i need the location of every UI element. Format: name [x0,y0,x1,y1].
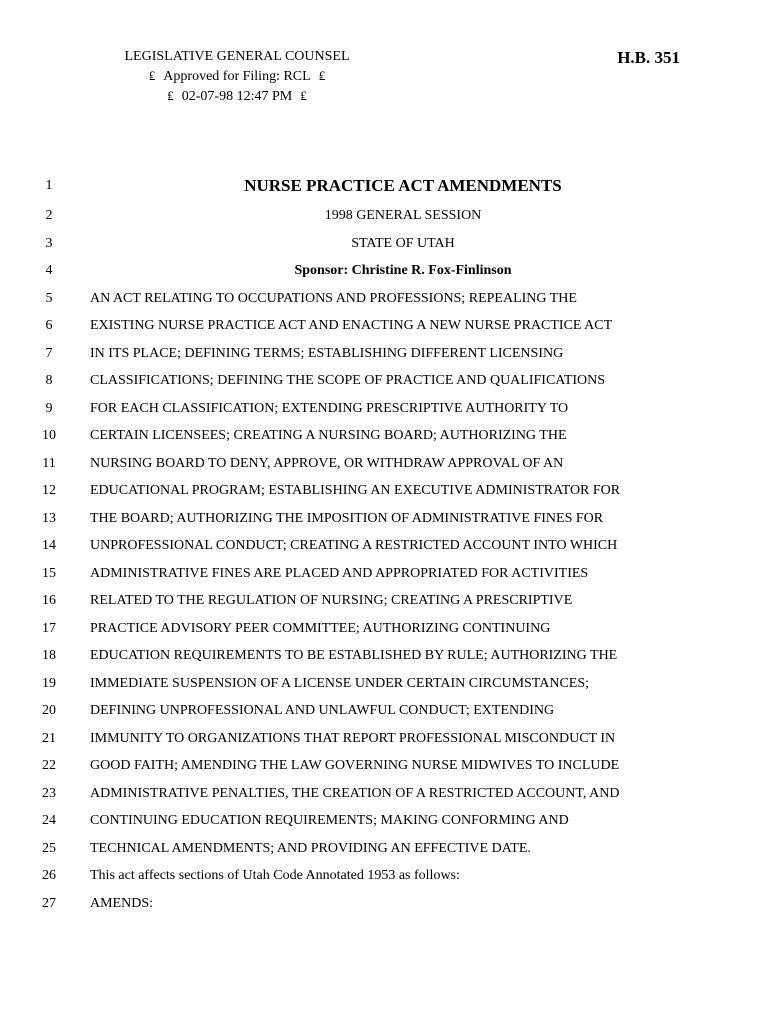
line-text: IMMEDIATE SUSPENSION OF A LICENSE UNDER CERTAIN CIRCUMSTANCES; [90,676,590,691]
document-line [0,809,770,833]
document-line [0,782,770,806]
document-line [0,534,770,558]
document-line [0,727,770,751]
line-number: 7 [45,346,53,361]
header-block [92,47,382,107]
line-number: 10 [42,428,56,443]
line-text: UNPROFESSIONAL CONDUCT; CREATING A RESTRICTED ACCOUNT INTO WHICH [90,538,618,553]
pound-symbol-icon: ₤ [300,89,307,104]
line-number: 1 [45,178,53,193]
line-number: 22 [42,758,56,773]
pound-symbol-icon: ₤ [318,69,326,84]
document-line [0,232,770,256]
line-number: 15 [42,566,56,581]
approval-text: Approved for Filing: RCL [163,69,311,84]
office-name: LEGISLATIVE GENERAL COUNSEL [124,49,350,64]
document-line [0,562,770,586]
line-text: FOR EACH CLASSIFICATION; EXTENDING PRESCRIPTIVE AUTHORITY TO [90,401,569,416]
document-line [0,369,770,393]
line-number: 5 [45,291,53,306]
state-line: STATE OF UTAH [351,236,455,251]
document-line [0,287,770,311]
approval-line [92,67,382,87]
line-text: EDUCATIONAL PROGRAM; ESTABLISHING AN EXECUTIVE ADMINISTRATOR FOR [90,483,621,498]
line-number: 6 [45,318,53,333]
document-line [0,699,770,723]
pound-symbol-icon: ₤ [167,89,174,104]
session-line: 1998 GENERAL SESSION [324,208,482,223]
line-text: AMENDS: [90,896,154,911]
line-number: 17 [42,621,56,636]
document-line [0,617,770,641]
line-number: 9 [45,401,53,416]
line-text: CERTAIN LICENSEES; CREATING A NURSING BOARD; AUTHORIZING THE [90,428,567,443]
line-number: 4 [45,263,53,278]
line-text: RELATED TO THE REGULATION OF NURSING; CREATING A PRESCRIPTIVE [90,593,573,608]
line-number: 3 [45,236,53,251]
line-text: ADMINISTRATIVE PENALTIES, THE CREATION OF A RESTRICTED ACCOUNT, AND [90,786,620,801]
line-number: 16 [42,593,56,608]
document-line [0,864,770,888]
line-text: NURSING BOARD TO DENY, APPROVE, OR WITHDRAW APPROVAL OF AN [90,456,564,471]
line-text: ADMINISTRATIVE FINES ARE PLACED AND APPROPRIATED FOR ACTIVITIES [90,566,589,581]
line-text: IMMUNITY TO ORGANIZATIONS THAT REPORT PROFESSIONAL MISCONDUCT IN [90,731,616,746]
line-number: 12 [42,483,56,498]
document-line [0,314,770,338]
line-number: 14 [42,538,56,553]
document-line [0,589,770,613]
line-number: 18 [42,648,56,663]
timestamp-line [92,87,382,107]
line-number: 13 [42,511,56,526]
document-line [0,397,770,421]
line-text: AN ACT RELATING TO OCCUPATIONS AND PROFESSIONS; REPEALING THE [90,291,577,306]
document-line [0,342,770,366]
document-line [0,259,770,283]
document-line [0,507,770,531]
document-line [0,174,770,198]
sponsor-line: Sponsor: Christine R. Fox-Finlinson [294,263,512,278]
line-number: 25 [42,841,56,856]
document-line [0,479,770,503]
line-number: 19 [42,676,56,691]
line-number: 20 [42,703,56,718]
document-line [0,452,770,476]
line-text: DEFINING UNPROFESSIONAL AND UNLAWFUL CONDUCT; EXTENDING [90,703,555,718]
line-number: 21 [42,731,56,746]
line-text: CONTINUING EDUCATION REQUIREMENTS; MAKING CONFORMING AND [90,813,569,828]
document-line [0,754,770,778]
line-text: TECHNICAL AMENDMENTS; AND PROVIDING AN EFFECTIVE DATE. [90,841,531,856]
line-text: GOOD FAITH; AMENDING THE LAW GOVERNING NURSE MIDWIVES TO INCLUDE [90,758,620,773]
line-number: 23 [42,786,56,801]
line-number: 11 [42,456,56,471]
document-line [0,644,770,668]
document-line [0,424,770,448]
document-line [0,837,770,861]
line-number: 24 [42,813,56,828]
line-text: PRACTICE ADVISORY PEER COMMITTEE; AUTHORIZING CONTINUING [90,621,551,636]
line-text: CLASSIFICATIONS; DEFINING THE SCOPE OF PRACTICE AND QUALIFICATIONS [90,373,606,388]
document-title: NURSE PRACTICE ACT AMENDMENTS [244,176,562,195]
timestamp-text: 02-07-98 12:47 PM [181,89,293,104]
line-text: IN ITS PLACE; DEFINING TERMS; ESTABLISHING DIFFERENT LICENSING [90,346,564,361]
line-text: THE BOARD; AUTHORIZING THE IMPOSITION OF ADMINISTRATIVE FINES FOR [90,511,604,526]
document-line [0,672,770,696]
document-line [0,892,770,916]
bill-number: H.B. 351 [617,48,680,67]
line-number: 8 [45,373,53,388]
line-text: This act affects sections of Utah Code Annotated 1953 as follows: [90,868,460,883]
line-number: 2 [45,208,53,223]
line-number: 27 [42,896,56,911]
line-number: 26 [42,868,56,883]
line-text: EDUCATION REQUIREMENTS TO BE ESTABLISHED BY RULE; AUTHORIZING THE [90,648,618,663]
line-text: EXISTING NURSE PRACTICE ACT AND ENACTING A NEW NURSE PRACTICE ACT [90,318,613,333]
document-line [0,204,770,228]
pound-symbol-icon: ₤ [148,69,156,84]
